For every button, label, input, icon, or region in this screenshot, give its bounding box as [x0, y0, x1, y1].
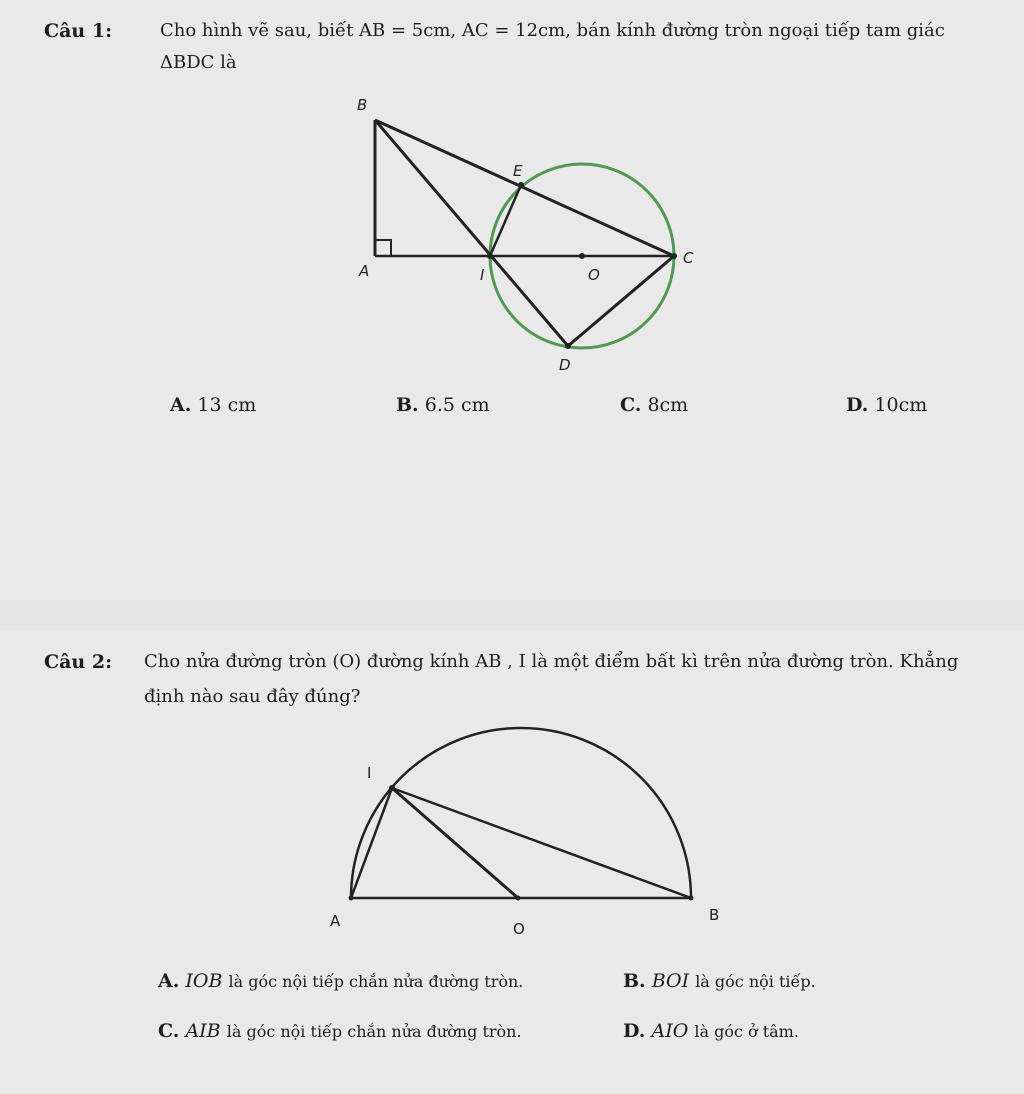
point-e — [518, 182, 524, 188]
point-i — [487, 253, 493, 259]
q1-option-d-value: 10cm — [874, 394, 928, 416]
segment-dc — [568, 256, 674, 346]
q2-option-b[interactable] — [623, 970, 816, 992]
q2-option-b-text: là góc nội tiếp. — [695, 972, 816, 991]
q1-text-line1: Cho hình vẽ sau, biết AB = 5cm, AC = 12cm, bán kính đường tròn ngoại tiếp tam giác — [160, 20, 945, 41]
q1-text-line2: ΔBDC là — [160, 52, 237, 73]
section-divider — [0, 600, 1024, 630]
right-angle-mark — [375, 240, 391, 256]
label-i: I — [480, 266, 485, 284]
segment-ie — [490, 185, 521, 256]
point-b2 — [689, 896, 694, 901]
q1-option-a-value: 13 cm — [197, 394, 257, 416]
segment-bc — [375, 120, 674, 256]
label-d: D — [559, 356, 571, 374]
q2-option-c-math: AIB — [185, 1020, 221, 1042]
q2-figure — [0, 700, 1024, 950]
q1-number: Câu 1: — [44, 20, 113, 42]
q2-option-d[interactable] — [623, 1020, 799, 1042]
segment-bd — [375, 120, 568, 346]
q2-number: Câu 2: — [44, 651, 113, 673]
q2-option-c-text: là góc nội tiếp chắn nửa đường tròn. — [226, 1022, 522, 1041]
q2-option-b-math: BOI — [651, 970, 690, 992]
segment-io — [392, 788, 518, 898]
q1-option-b[interactable] — [396, 394, 490, 416]
q1-option-d-key: D. — [846, 394, 869, 416]
segment-ai — [351, 788, 392, 898]
point-i2 — [389, 785, 395, 791]
label-a: A — [359, 262, 370, 280]
q2-option-a-key: A. — [158, 970, 180, 992]
label-b2: B — [709, 906, 720, 924]
q2-option-d-key: D. — [623, 1020, 646, 1042]
label-o: O — [588, 266, 600, 284]
q2-option-a-math: IOB — [185, 970, 223, 992]
q2-option-a-text: là góc nội tiếp chắn nửa đường tròn. — [228, 972, 524, 991]
q1-option-b-key: B. — [396, 394, 419, 416]
q2-option-c-key: C. — [158, 1020, 180, 1042]
q1-option-c[interactable] — [620, 394, 688, 416]
label-i2: I — [367, 764, 372, 782]
label-c: C — [683, 249, 694, 267]
q1-option-c-value: 8cm — [647, 394, 689, 416]
point-d — [565, 343, 571, 349]
q1-option-a-key: A. — [170, 394, 192, 416]
q2-option-b-key: B. — [623, 970, 646, 992]
q2-option-c[interactable] — [158, 1020, 522, 1042]
point-o — [579, 253, 585, 259]
q2-option-d-math: AIO — [651, 1020, 689, 1042]
q2-option-d-text: là góc ở tâm. — [694, 1022, 799, 1041]
segment-ib — [392, 788, 691, 898]
label-e: E — [513, 162, 523, 180]
q2-text-line2: định nào sau đây đúng? — [144, 686, 361, 707]
point-o2 — [516, 896, 521, 901]
q1-option-c-key: C. — [620, 394, 642, 416]
label-o2: O — [513, 920, 525, 938]
point-a2 — [349, 896, 354, 901]
q1-option-b-value: 6.5 cm — [424, 394, 490, 416]
label-a2: A — [330, 912, 341, 930]
label-b: B — [357, 96, 368, 114]
semicircle-arc — [351, 728, 691, 898]
q1-option-a[interactable] — [170, 394, 256, 416]
point-c — [671, 253, 677, 259]
q1-option-d[interactable] — [846, 394, 927, 416]
q2-text-line1: Cho nửa đường tròn (O) đường kính AB , I là một điểm bất kì trên nửa đường tròn. Khẳng — [144, 651, 959, 672]
q2-option-a[interactable] — [158, 970, 523, 992]
